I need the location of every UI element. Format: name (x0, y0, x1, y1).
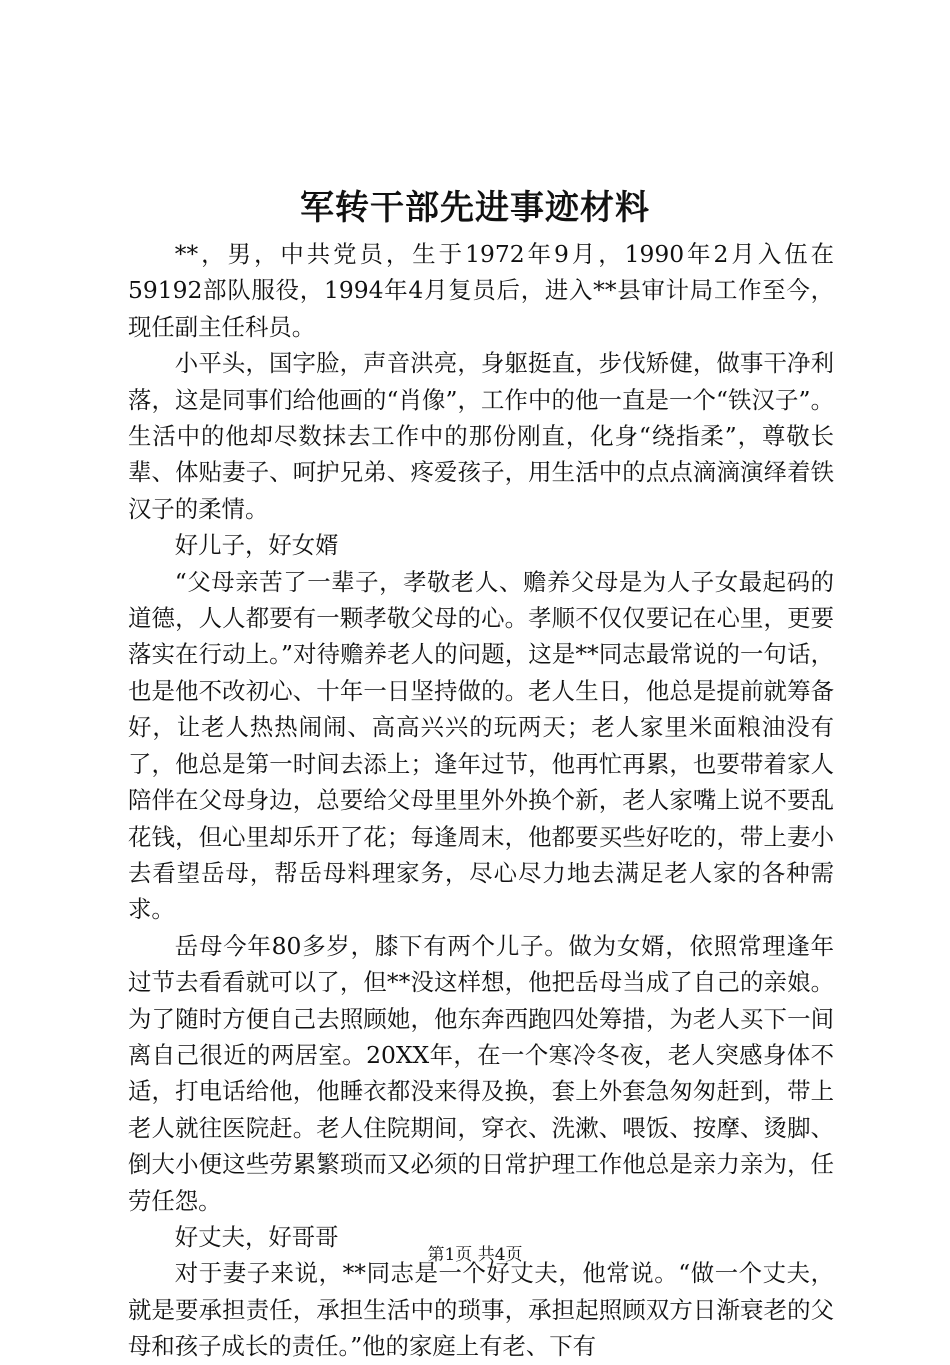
paragraph-portrait: 小平头，国字脸，声音洪亮，身躯挺直，步伐矫健，做事干净利落，这是同事们给他画的“肖像”，工作中的他一直是一个“铁汉子”。生活中的他却尽数抹去工作中的那份刚直，化身“绕指柔”，尊敬长辈、体贴妻子、呵护兄弟、疼爱孩子，用生活中的点点滴滴演绎着铁汉子的柔情。 (128, 349, 834, 523)
paragraph-mother-in-law: 岳母今年80多岁，膝下有两个儿子。做为女婿，依照常理逢年过节去看看就可以了，但**没这样想，他把岳母当成了自己的亲娘。为了随时方便自己去照顾她，他东奔西跑四处筹措，为老人买下一间离自己很近的两居室。20XX年，在一个寒冷冬夜，老人突感身体不适，打电话给他，他睡衣都没来得及换，套上外套急匆匆赶到，带上老人就往医院赶。老人住院期间，穿衣、洗漱、喂饭、按摩、烫脚、倒大小便这些劳累繁琐而又必须的日常护理工作他总是亲力亲为，任劳任怨。 (128, 931, 834, 1215)
document-body (128, 236, 834, 1365)
paragraph-filial-piety: “父母亲苦了一辈子，孝敬老人、赡养父母是为人子女最起码的道德，人人都要有一颗孝敬父母的心。孝顺不仅仅要记在心里，更要落实在行动上。”对待赡养老人的问题，这是**同志最常说的一句话，也是他不改初心、十年一日坚持做的。老人生日，他总是提前就筹备好，让老人热热闹闹、高高兴兴的玩两天；老人家里米面粮油没有了，他总是第一时间去添上；逢年过节，他再忙再累，也要带着家人陪伴在父母身边，总要给父母里里外外换个新，老人家嘴上说不要乱花钱，但心里却乐开了花；每逢周末，他都要买些好吃的，带上妻小去看望岳母，帮岳母料理家务，尽心尽力地去满足老人家的各种需求。 (128, 567, 834, 924)
page-number-footer: 第1页 共4页 (427, 1245, 523, 1265)
paragraph-husband: 对于妻子来说，**同志是一个好丈夫，他常说。“做一个丈夫，就是要承担责任，承担生活中的琐事，承担起照顾双方日渐衰老的父母和孩子成长的责任。”他的家庭上有老、下有 (128, 1259, 834, 1361)
section-heading-good-son: 好儿子，好女婿 (174, 531, 339, 560)
paragraph-intro: **，男，中共党员，生于1972年9月，1990年2月入伍在59192部队服役，1994年4月复员后，进入**县审计局工作至今，现任副主任科员。 (128, 240, 834, 341)
document-title: 军转干部先进事迹材料 (300, 188, 650, 228)
section-heading-good-husband: 好丈夫，好哥哥 (174, 1222, 339, 1251)
